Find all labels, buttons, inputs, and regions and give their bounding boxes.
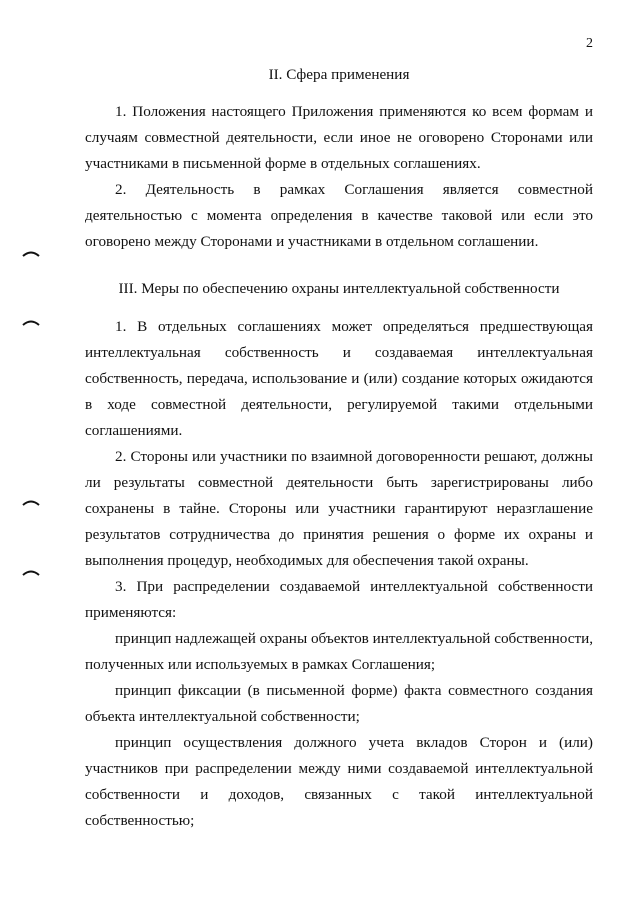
section-3-paragraph-4: принцип надлежащей охраны объектов интеллектуальной собственности, полученных или используемых в рамках Соглашения; [85,630,594,673]
section-3-paragraph-5: принцип фиксации (в письменной форме) факта совместного создания объекта интеллектуальной собственности; [85,682,593,725]
binding-hole-mark [22,498,40,506]
section-3-title: III. Меры по обеспечению охраны интеллектуальной собственности [118,280,560,297]
section-3-paragraph-6: принцип осуществления должного учета вкладов Сторон и (или) участников при распределении между ними создаваемой интеллектуальной собственности и доходов, связанных с такой интеллектуальной собственностью; [85,734,593,829]
section-3-paragraph-3: 3. При распределении создаваемой интеллектуальной собственности применяются: [85,578,593,621]
section-3-paragraph-2: 2. Стороны или участники по взаимной договоренности решают, должны ли результаты совместной деятельности быть зарегистрированы либо сохранены в тайне. Стороны или участники гарантируют неразглашение результатов сотрудничества до принятия решения о форме их охраны и выполнения процедур, необходимых для обеспечения такой охраны. [85,448,593,569]
binding-hole-mark [22,568,40,576]
section-2-title: II. Сфера применения [268,66,410,83]
binding-hole-mark [22,318,40,326]
section-2-paragraph-2: 2. Деятельность в рамках Соглашения является совместной деятельностью с момента определения в качестве таковой или если это оговорено между Сторонами и участниками в отдельном соглашении. [85,181,593,250]
page-number: 2 [586,36,593,51]
section-2-paragraph-1: 1. Положения настоящего Приложения применяются ко всем формам и случаям совместной деятельности, если иное не оговорено Сторонами или участниками в письменной форме в отдельных соглашениях. [85,103,593,172]
section-3-paragraph-1: 1. В отдельных соглашениях может определяться предшествующая интеллектуальная собственность и создаваемая интеллектуальная собственность, передача, использование и (или) создание которых ожидаются в ходе совместной деятельности, регулируемой такими отдельными соглашениями. [85,318,593,439]
binding-hole-mark [22,249,40,257]
